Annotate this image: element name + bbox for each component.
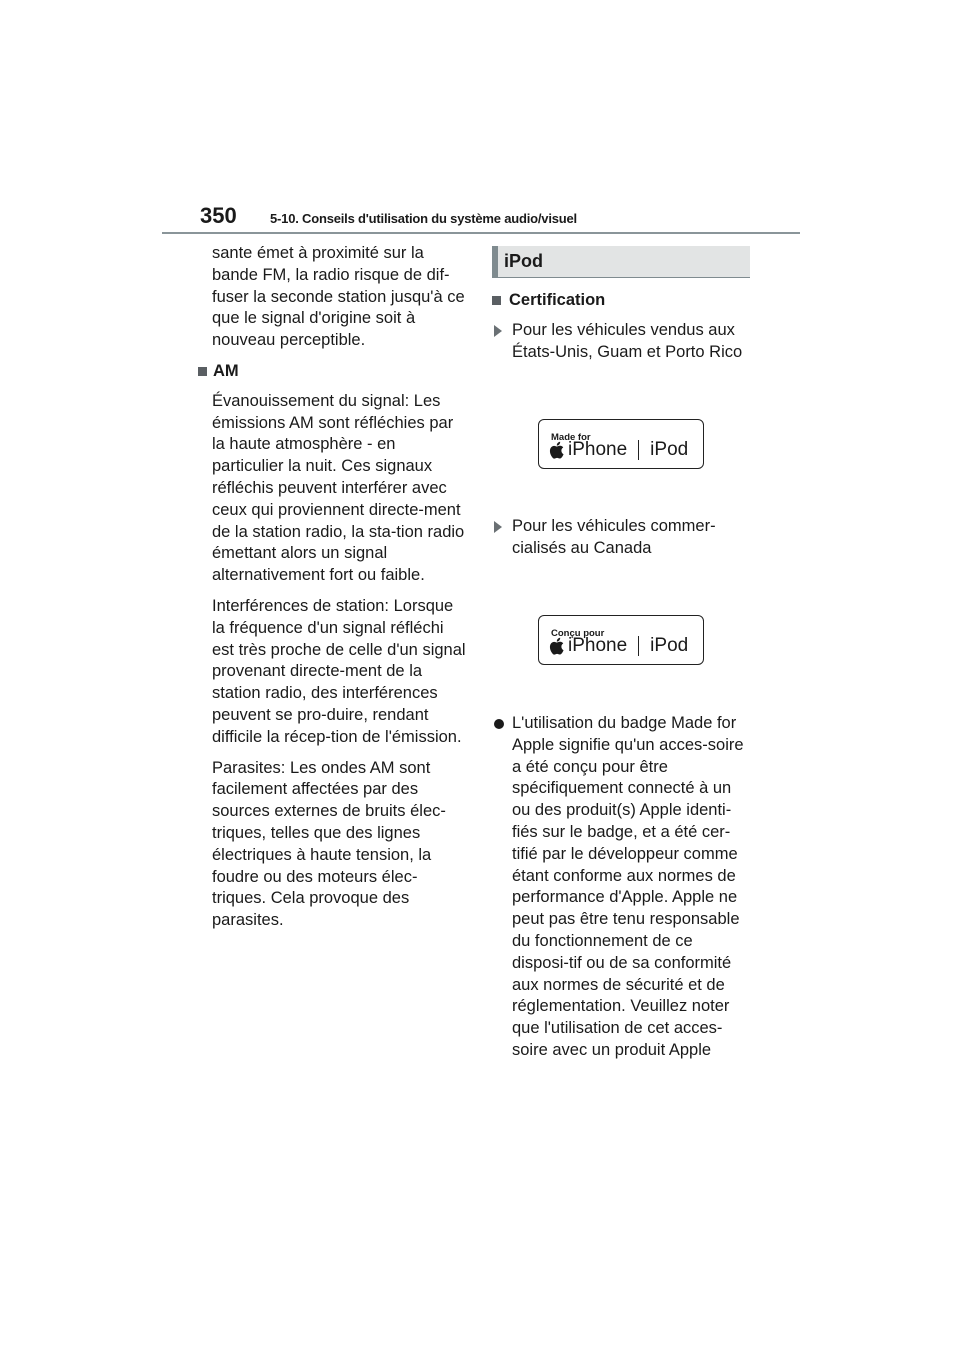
page-number: 350	[200, 203, 237, 228]
round-bullet-icon	[494, 719, 504, 729]
list-item	[492, 713, 754, 1062]
badge-iphone: iPhone	[568, 439, 628, 461]
certification-heading-label: Certification	[509, 291, 606, 309]
section-title: 5-10. Conseils d'utilisation du système audio/visuel	[270, 211, 577, 226]
am-static-paragraph: Parasites: Les ondes AM sont facilement affectées par des sources externes de bruits élec-triques, telles que des lignes électriques à haute tension, la foudre ou des moteurs élec-triques. Cela provoque des parasites.	[212, 758, 446, 930]
right-column	[492, 246, 754, 1062]
square-bullet-icon	[492, 296, 501, 305]
apple-logo-icon	[549, 441, 564, 459]
badge-caption: Conçu pour	[551, 627, 605, 639]
list-item	[492, 320, 754, 364]
am-fading-paragraph: Évanouissement du signal: Les émissions AM sont réfléchies par la haute atmosphère - en particulier la nuit. Ces signaux réfléchis peuvent interférer avec ceux qui proviennent directe-ment de la station radio, la sta-tion radio émettant alors un signal alternativement fort ou faible.	[212, 391, 465, 585]
ipod-section-heading: iPod	[492, 246, 750, 278]
left-column	[212, 243, 470, 941]
list-item	[492, 516, 754, 560]
am-heading	[198, 361, 470, 383]
badge-caption: Made for	[551, 432, 591, 444]
arrow-bullet-icon	[494, 521, 502, 533]
item-us-text: Pour les véhicules vendus aux États-Unis, Guam et Porto Rico	[512, 320, 743, 361]
arrow-bullet-icon	[494, 325, 502, 337]
am-heading-label: AM	[213, 361, 239, 380]
badge-separator	[638, 440, 639, 460]
certification-heading	[492, 290, 754, 312]
am-interference-paragraph: Interférences de station: Lorsque la fréquence d'un signal réfléchi est très proche de celle d'un signal provenant directe-ment de la station radio, des interférences peuvent se pro-duire, rendant difficile la récep-tion de l'émission.	[212, 596, 466, 746]
badge-iphone: iPhone	[568, 634, 628, 656]
apple-logo-icon	[549, 637, 564, 655]
intro-paragraph: sante émet à proximité sur la bande FM, la radio risque de dif-fuser la seconde station jusqu'à ce que le signal d'origine soit à nouveau perceptible.	[212, 244, 465, 350]
page-header	[200, 203, 800, 233]
badge-separator	[638, 636, 639, 656]
square-bullet-icon	[198, 367, 207, 376]
header-divider	[162, 232, 800, 234]
item-canada-text: Pour les véhicules commer-cialisés au Canada	[512, 517, 716, 558]
concu-pour-badge	[538, 615, 704, 665]
badge-note-text: L'utilisation du badge Made for Apple signifie qu'un acces-soire a été conçu pour être spécifiquement connecté à un ou des produit(s) Apple identi-fiés sur le badge, et a été cer-tifié par le développeur comme étant conforme aux normes de performance d'Apple. Apple ne peut pas être tenu responsable du fonctionnement de ce disposi-tif ou de sa conformité aux normes de sécurité et de réglementation. Veuillez noter que l'utilisation de cet acces-soire avec un produit Apple	[512, 713, 744, 1059]
made-for-badge	[538, 419, 704, 469]
badge-ipod: iPod	[650, 634, 689, 656]
badge-ipod: iPod	[650, 439, 689, 461]
